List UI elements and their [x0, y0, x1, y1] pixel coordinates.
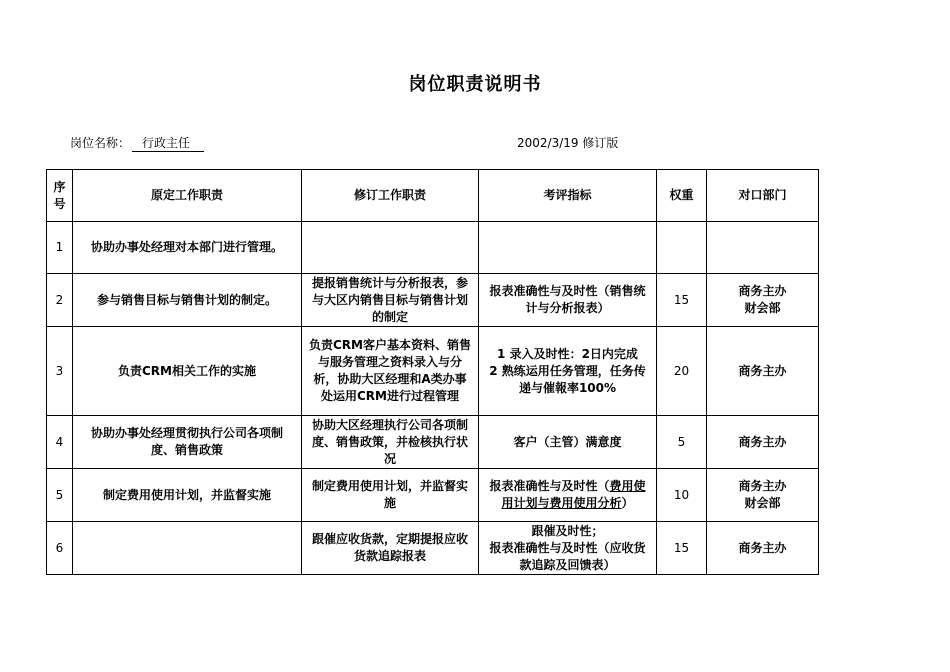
row-revised: 提报销售统计与分析报表，参与大区内销售目标与销售计划的制定 [302, 274, 479, 327]
document-title: 岗位职责说明书 [408, 74, 542, 95]
header-row [47, 170, 819, 222]
header-original: 原定工作职责 [73, 170, 302, 222]
row-original: 制定费用使用计划，并监督实施 [73, 469, 302, 522]
row-weight: 20 [657, 327, 707, 416]
table-row [47, 274, 819, 327]
header-weight: 权重 [657, 170, 707, 222]
header-kpi: 考评指标 [479, 170, 657, 222]
row-dept: 商务主办 [707, 522, 819, 575]
table-row [47, 522, 819, 575]
row-kpi: 报表准确性与及时性（销售统计与分析报表） [479, 274, 657, 327]
row-dept: 商务主办 财会部 [707, 469, 819, 522]
row-seq: 1 [47, 222, 73, 274]
table-row [47, 469, 819, 522]
row-revised: 协助大区经理执行公司各项制度、销售政策，并检核执行状况 [302, 416, 479, 469]
row-revised: 负责CRM客户基本资料、销售与服务管理之资料录入与分析，协助大区经理和A类办事处运用CRM进行过程管理 [302, 327, 479, 416]
row-seq: 6 [47, 522, 73, 575]
row-revised [302, 222, 479, 274]
row-weight [657, 222, 707, 274]
table-row [47, 327, 819, 416]
version-label: 2002/3/19 修订版 [517, 136, 619, 150]
row-dept [707, 222, 819, 274]
row-seq: 4 [47, 416, 73, 469]
row-original: 参与销售目标与销售计划的制定。 [73, 274, 302, 327]
row-dept: 商务主办 [707, 416, 819, 469]
row-revised: 制定费用使用计划，并监督实施 [302, 469, 479, 522]
position-label: 岗位名称： [70, 136, 131, 150]
row-kpi: 客户（主管）满意度 [479, 416, 657, 469]
row-weight: 10 [657, 469, 707, 522]
row-seq: 3 [47, 327, 73, 416]
row-dept: 商务主办 财会部 [707, 274, 819, 327]
row-weight: 15 [657, 522, 707, 575]
duty-table [46, 169, 819, 575]
row-original [73, 522, 302, 575]
row-dept: 商务主办 [707, 327, 819, 416]
row-kpi [479, 222, 657, 274]
position-name [70, 134, 204, 152]
row-seq: 5 [47, 469, 73, 522]
table-row [47, 416, 819, 469]
table-row [47, 222, 819, 274]
header-dept: 对口部门 [707, 170, 819, 222]
row-original: 负责CRM相关工作的实施 [73, 327, 302, 416]
row-original: 协助办事处经理对本部门进行管理。 [73, 222, 302, 274]
header-revised: 修订工作职责 [302, 170, 479, 222]
row-kpi: 跟催及时性； 报表准确性与及时性（应收货款追踪及回馈表） [479, 522, 657, 575]
row-original: 协助办事处经理贯彻执行公司各项制度、销售政策 [73, 416, 302, 469]
kpi-underlined-text: 费用使用计划与费用使用分析 [501, 479, 646, 510]
row-weight: 15 [657, 274, 707, 327]
row-revised: 跟催应收货款，定期提报应收货款追踪报表 [302, 522, 479, 575]
position-value: 行政主任 [132, 134, 204, 152]
header-seq: 序号 [47, 170, 73, 222]
row-kpi: 报表准确性与及时性（费用使用计划与费用使用分析） [479, 469, 657, 522]
row-seq: 2 [47, 274, 73, 327]
row-kpi: 1 录入及时性：2日内完成 2 熟练运用任务管理，任务传递与催報率100% [479, 327, 657, 416]
row-weight: 5 [657, 416, 707, 469]
